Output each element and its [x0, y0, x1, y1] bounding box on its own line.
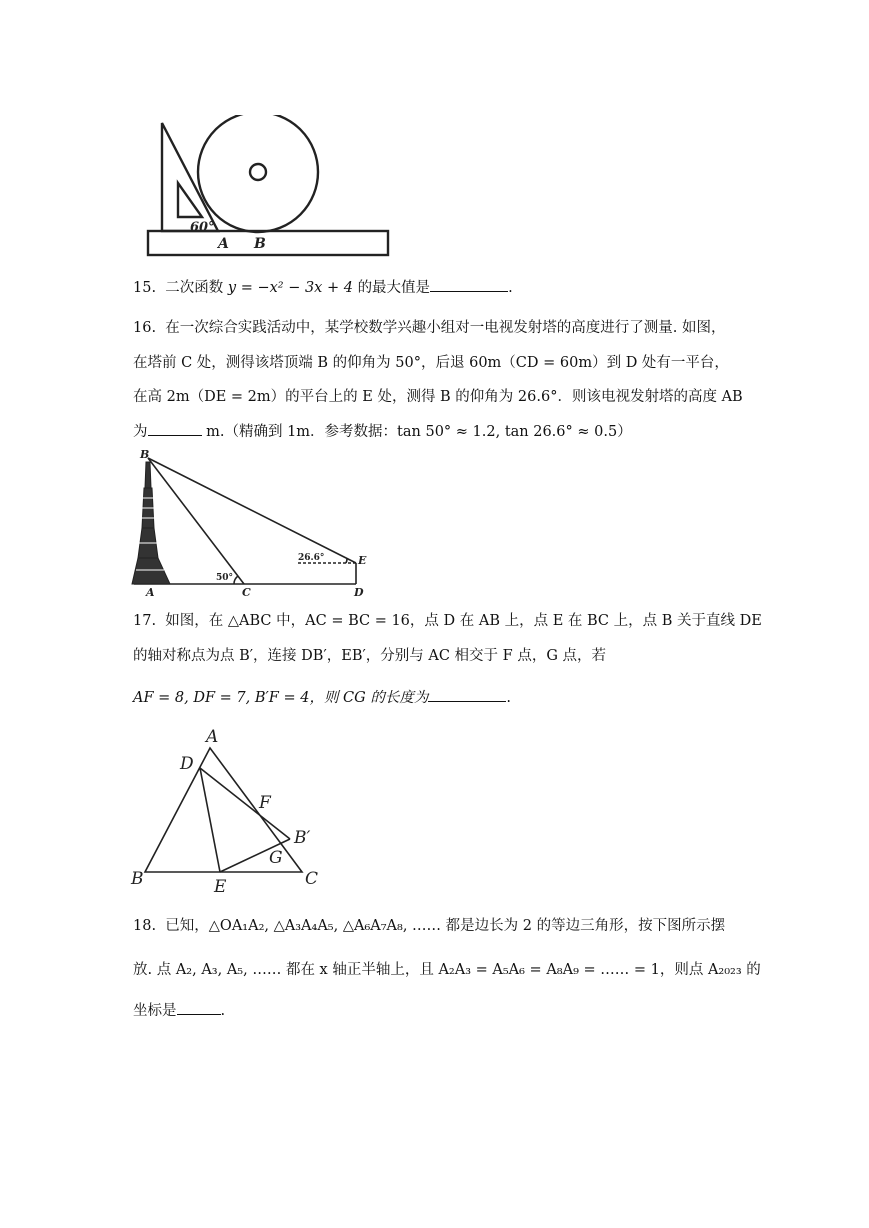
label-c: C	[242, 586, 251, 598]
label-g: G	[269, 848, 283, 868]
q17-line1: 如图，在 △ABC 中，AC = BC = 16，点 D 在 AB 上，点 E 在 BC 上，点 B 关于直线 DE	[165, 613, 762, 629]
segment-de	[200, 768, 220, 872]
q17-line2: 的轴对称点为点 B′，连接 DB′，EB′，分别与 AC 相交于 F 点，G 点，若	[133, 648, 607, 664]
q17-number: 17.	[133, 613, 157, 629]
q18-line3: 坐标是	[133, 1003, 177, 1019]
question-17-line-3	[133, 687, 511, 708]
q18-number: 18.	[133, 918, 157, 934]
question-16-line-1	[133, 318, 726, 338]
answer-blank-16[interactable]	[148, 421, 202, 436]
label-a: A	[146, 586, 155, 598]
set-square-outer	[162, 123, 218, 231]
answer-blank-17[interactable]	[428, 687, 506, 702]
question-18-line-2	[133, 960, 761, 980]
q16-number: 16.	[133, 320, 157, 336]
label-b: B	[140, 448, 150, 461]
tower-figure	[128, 448, 373, 598]
wheel-set-square-figure	[140, 115, 400, 260]
wheel	[198, 115, 318, 232]
q17-end: .	[506, 690, 511, 706]
q15-text-before: 二次函数	[165, 280, 224, 296]
label-e: E	[214, 877, 227, 894]
triangle-figure	[128, 722, 328, 894]
angle-arc-c	[234, 576, 238, 584]
label-f: F	[259, 793, 271, 813]
q15-formula: y = −x² − 3x + 4	[227, 280, 353, 296]
question-16-line-3	[133, 387, 743, 407]
point-a-label: A	[218, 236, 229, 252]
q15-end: .	[508, 280, 513, 296]
question-18-line-3	[133, 1000, 225, 1021]
question-17-line-2	[133, 646, 606, 666]
q18-end: .	[220, 1003, 226, 1019]
q15-number: 15.	[133, 280, 157, 296]
question-16-line-4	[133, 421, 632, 442]
answer-blank-15[interactable]	[430, 277, 508, 292]
q18-line2: 放. 点 A₂, A₃, A₅, …… 都在 x 轴正半轴上，且 A₂A₃ = A₅A₆ = A₈A₉ = …… = 1，则点 A₂₀₂₃ 的	[133, 962, 761, 978]
label-d: D	[180, 754, 194, 774]
sight-line-bc	[148, 458, 244, 584]
label-a: A	[206, 727, 219, 747]
label-b: B	[131, 869, 144, 889]
point-b-label: B	[254, 236, 266, 252]
set-square-inner	[178, 183, 202, 217]
q17-line3: AF = 8, DF = 7, B′F = 4，则 CG 的长度为	[133, 690, 429, 706]
answer-blank-18[interactable]	[177, 1000, 221, 1015]
q15-text-after: 的最大值是	[357, 280, 431, 296]
label-b-prime: B′	[294, 828, 311, 848]
angle-50-label: 50°	[216, 573, 234, 583]
question-17-line-1	[133, 611, 762, 631]
label-d: D	[354, 586, 364, 598]
question-18-line-1	[133, 916, 725, 936]
q16-line4-after: m.（精确到 1m．参考数据：tan 50° ≈ 1.2, tan 26.6° ≈ 0.5）	[206, 424, 632, 440]
label-c: C	[305, 869, 319, 889]
ground-plank	[148, 231, 388, 255]
segment-db-prime	[200, 768, 290, 839]
q18-line1: 已知，△OA₁A₂, △A₃A₄A₅, △A₆A₇A₈, …… 都是边长为 2 的等边三角形，按下图所示摆	[165, 918, 726, 934]
angle-60-label: 60°	[190, 220, 215, 235]
q16-line2: 在塔前 C 处，测得该塔顶端 B 的仰角为 50°，后退 60m（CD = 60m）到 D 处有一平台，	[133, 355, 729, 371]
q16-line1: 在一次综合实践活动中，某学校数学兴趣小组对一电视发射塔的高度进行了测量. 如图，	[165, 320, 726, 336]
angle-26-6-label: 26.6°	[298, 553, 325, 563]
wheel-hub	[250, 164, 266, 180]
q16-line3: 在高 2m（DE = 2m）的平台上的 E 处，测得 B 的仰角为 26.6°．则该电视发射塔的高度 AB	[133, 389, 743, 405]
sight-line-be	[148, 458, 356, 563]
question-16-line-2	[133, 353, 729, 373]
q16-line4-before: 为	[133, 424, 148, 440]
label-e: E	[358, 554, 367, 567]
question-15	[133, 277, 513, 298]
